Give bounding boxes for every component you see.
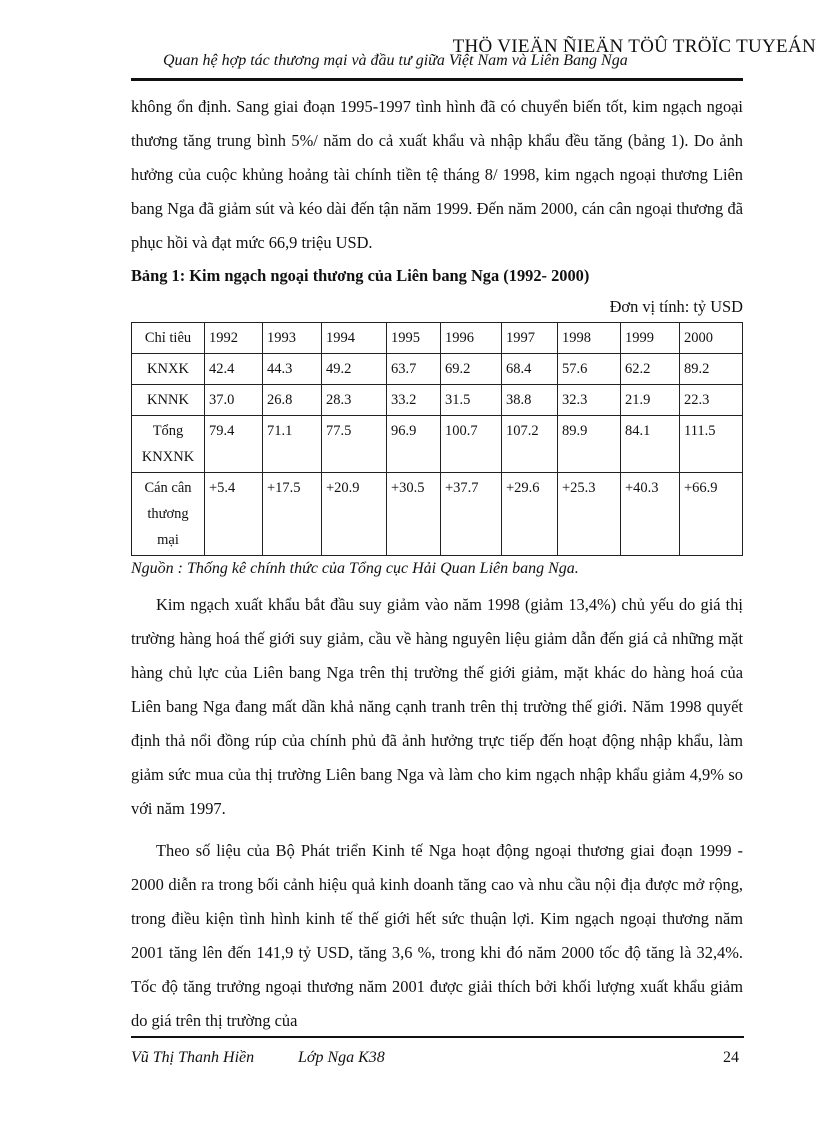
- table-cell: 100.7: [441, 416, 502, 473]
- table-cell: +5.4: [205, 473, 263, 556]
- table-cell: 1994: [322, 323, 387, 354]
- table-row-header: Cán cân thương mại: [132, 473, 205, 556]
- table-cell: 26.8: [263, 385, 322, 416]
- table-cell: 42.4: [205, 354, 263, 385]
- table-row: [132, 385, 743, 416]
- table-row: [132, 323, 743, 354]
- table-cell: 33.2: [387, 385, 441, 416]
- table-row-header: Chỉ tiêu: [132, 323, 205, 354]
- page-number: 24: [723, 1049, 739, 1066]
- table-cell: 89.2: [680, 354, 743, 385]
- table-cell: +37.7: [441, 473, 502, 556]
- paragraph-3: Theo số liệu của Bộ Phát triển Kinh tế Nga hoạt động ngoại thương giai đoạn 1999 - 2000 diễn ra trong bối cảnh hiệu quả kinh doanh tăng cao và nhu cầu nội địa được mở rộng, trong điều kiện tình hình kinh tế thế giới hết sức thuận lợi. Kim ngạch ngoại thương năm 2001 tăng lên đến 141,9 tỷ USD, tăng 3,6 %, trong khi đó năm 2000 tốc độ tăng là 32,4%. Tốc độ tăng trưởng ngoại thương năm 2001 được giải thích bởi khối lượng xuất khẩu giảm do giá trên thị trường của: [131, 841, 743, 1030]
- table-cell: 44.3: [263, 354, 322, 385]
- page-content: [131, 90, 743, 1038]
- table-row-header: KNXK: [132, 354, 205, 385]
- table-cell: 63.7: [387, 354, 441, 385]
- table-cell: 69.2: [441, 354, 502, 385]
- trade-table-body: [132, 323, 743, 556]
- paragraph-2: Kim ngạch xuất khẩu bắt đầu suy giảm vào năm 1998 (giảm 13,4%) chủ yếu do giá thị trường hàng hoá thế giới suy giảm, cầu về hàng nguyên liệu giảm dẫn đến giá cả những mặt hàng chủ lực của Liên bang Nga trên thị trường thế giới giảm, mặt khác do hàng hoá của Liên bang Nga đang mất dần khả năng cạnh tranh trên thị trường thế giới. Năm 1998 quyết định thả nổi đồng rúp của chính phủ đã ảnh hưởng trực tiếp đến hoạt động nhập khẩu, làm giảm sức mua của thị trường Liên bang Nga và làm cho kim ngạch nhập khẩu giảm 4,9% so với năm 1997.: [131, 595, 743, 818]
- header-rule: [131, 78, 743, 81]
- table-cell: +66.9: [680, 473, 743, 556]
- table-cell: 1993: [263, 323, 322, 354]
- table-cell: +29.6: [502, 473, 558, 556]
- table-cell: 28.3: [322, 385, 387, 416]
- table-row: [132, 416, 743, 473]
- table-row-header: KNNK: [132, 385, 205, 416]
- table-cell: 1998: [558, 323, 621, 354]
- table-cell: 96.9: [387, 416, 441, 473]
- table-cell: 1992: [205, 323, 263, 354]
- table-cell: 68.4: [502, 354, 558, 385]
- table-row: [132, 354, 743, 385]
- table-cell: +40.3: [621, 473, 680, 556]
- table-cell: 107.2: [502, 416, 558, 473]
- table-cell: 1997: [502, 323, 558, 354]
- table-title: Bảng 1: Kim ngạch ngoại thương của Liên bang Nga (1992- 2000): [131, 266, 590, 285]
- table-cell: 22.3: [680, 385, 743, 416]
- paragraph-1: không ổn định. Sang giai đoạn 1995-1997 tình hình đã có chuyển biến tốt, kim ngạch ngoại thương tăng trung bình 5%/ năm do cả xuất khẩu và nhập khẩu đều tăng (bảng 1). Do ảnh hưởng của cuộc khủng hoảng tài chính tiền tệ tháng 8/ 1998, kim ngạch ngoại thương Liên bang Nga đã giảm sút và kéo dài đến tận năm 1999. Đến năm 2000, cán cân ngoại thương đã phục hồi và đạt mức 66,9 triệu USD.: [131, 97, 743, 252]
- table-cell: 1999: [621, 323, 680, 354]
- table-cell: 1995: [387, 323, 441, 354]
- table-cell: +25.3: [558, 473, 621, 556]
- table-row: [132, 473, 743, 556]
- table-cell: 111.5: [680, 416, 743, 473]
- table-cell: +30.5: [387, 473, 441, 556]
- table-cell: 57.6: [558, 354, 621, 385]
- table-cell: 49.2: [322, 354, 387, 385]
- table-cell: 21.9: [621, 385, 680, 416]
- table-cell: 71.1: [263, 416, 322, 473]
- table-cell: 32.3: [558, 385, 621, 416]
- table-cell: 79.4: [205, 416, 263, 473]
- table-cell: 2000: [680, 323, 743, 354]
- spacer: [131, 580, 743, 588]
- table-cell: 62.2: [621, 354, 680, 385]
- table-cell: 1996: [441, 323, 502, 354]
- footer-rule: [131, 1036, 744, 1038]
- table-cell: 38.8: [502, 385, 558, 416]
- table-cell: +17.5: [263, 473, 322, 556]
- table-cell: 84.1: [621, 416, 680, 473]
- trade-table: [131, 322, 743, 556]
- table-row-header: Tổng KNXNK: [132, 416, 205, 473]
- footer-author: Vũ Thị Thanh Hiền: [131, 1049, 255, 1066]
- table-cell: 89.9: [558, 416, 621, 473]
- spacer: [131, 826, 743, 834]
- table-cell: 77.5: [322, 416, 387, 473]
- table-cell: 31.5: [441, 385, 502, 416]
- table-source: Nguồn : Thống kê chính thức của Tổng cục Hải Quan Liên bang Nga.: [131, 560, 579, 577]
- table-unit: Đơn vị tính: tỷ USD: [609, 297, 743, 316]
- watermark-header: THÖ VIEÄN ÑIEÄN TÖÛ TRÖÏC TUYEÁN: [452, 36, 816, 57]
- footer-class: Lớp Nga K38: [298, 1049, 385, 1066]
- table-cell: 37.0: [205, 385, 263, 416]
- running-header: Quan hệ hợp tác thương mại và đầu tư giữa Việt Nam và Liên Bang Nga: [163, 52, 628, 69]
- table-cell: +20.9: [322, 473, 387, 556]
